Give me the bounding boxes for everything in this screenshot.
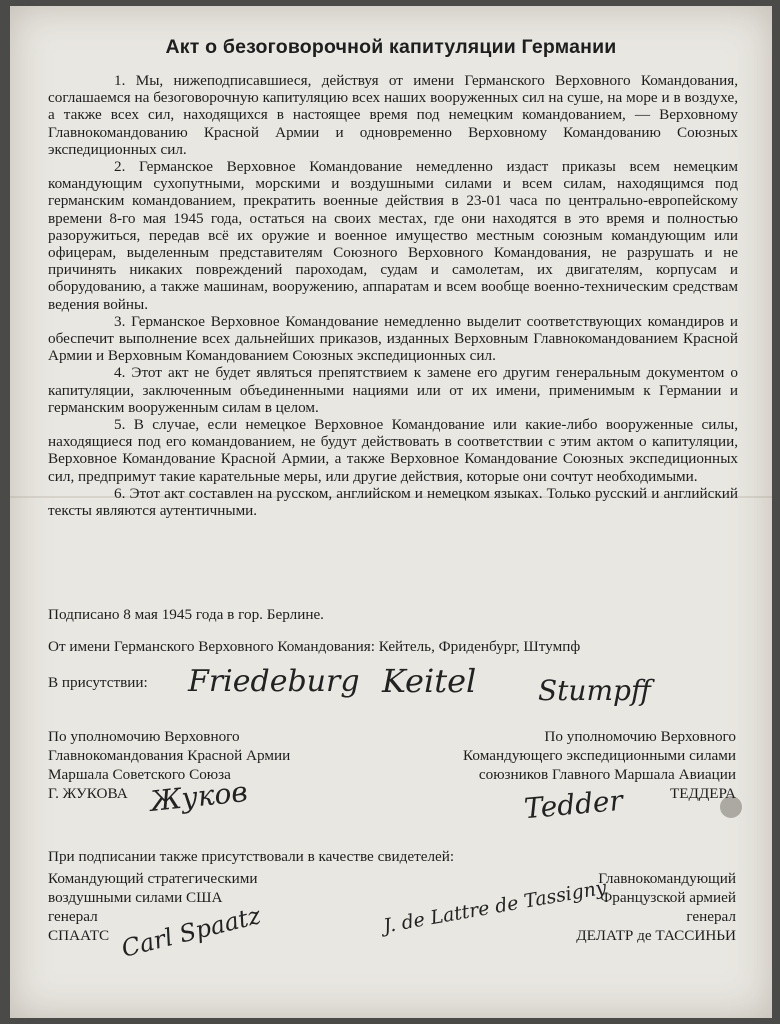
- signature-keitel: Keitel: [382, 662, 477, 700]
- signature-friedeburg: Friedeburg: [188, 664, 360, 699]
- soviet-line-4: Г. ЖУКОВА: [48, 785, 128, 802]
- signature-de-lattre: J. de Lattre de Tassigny: [381, 876, 609, 938]
- paragraph-2: 2. Германское Верховное Командование немедленно издаст приказы всем немецким командующим сухопутными, морскими и воздушными силами и всем силам, находящимся под германским командованием, прекратить военные действия в 23-01 часа по центрально-европейскому времени 8-го мая 1945 года, остаться на своих местах, где они находятся в это время и полностью разоружиться, передав всё их оружие и военное имущество местным союзным командующим или офицерам, выделенным представителям Союзного Верховного Командования, не разрушать и не причинять никаких повреждений пароходам, судам и самолетам, их двигателям, корпусам и оборудованию, а также машинам, вооружению, аппаратам и всем вообще военно-техническим средствам ведения войны.: [48, 158, 738, 313]
- witnesses-label: При подписании также присутствовали в качестве свидетелей:: [48, 848, 455, 865]
- allied-line-4: ТЕДДЕРА: [669, 785, 736, 802]
- signed-line: Подписано 8 мая 1945 года в гор. Берлине.: [48, 606, 324, 623]
- french-witness-line-3: генерал: [686, 908, 736, 925]
- signature-stumpff: Stumpff: [538, 674, 651, 707]
- french-witness-line-1: Главнокомандующий: [598, 870, 736, 887]
- paragraph-6: 6. Этот акт составлен на русском, английском и немецком языках. Только русский и английский тексты являются аутентичными.: [48, 484, 738, 520]
- us-witness-line-3: генерал: [48, 908, 98, 925]
- ink-stain: [720, 796, 742, 818]
- us-witness-line-4: СПААТС: [48, 927, 110, 944]
- paragraph-5: 5. В случае, если немецкое Верховное Командование или какие-либо вооруженные силы, находящиеся под его командованием, не будут действовать в соответствии с этим актом о капитуляции, Верховное Командование Красной Армии, а также Верховное Командование Союзных экспедиционных сил, предпримут такие карательные меры, или другие действия, которые они сочтут необходимыми.: [48, 416, 738, 485]
- german-side-line: От имени Германского Верховного Командования: Кейтель, Фриденбург, Штумпф: [48, 638, 581, 655]
- paragraph-4: 4. Этот акт не будет являться препятствием к замене его другим генеральным документом о капитуляции, заключенным объединенными нациями или от их имени, применимым к Германии и германским вооруженным силам в целом.: [48, 364, 738, 416]
- signature-tedder: Tedder: [522, 783, 625, 826]
- soviet-line-2: Главнокомандования Красной Армии: [48, 747, 291, 764]
- document-title: Акт о безоговорочной капитуляции Германии: [165, 36, 617, 58]
- presence-label: В присутствии:: [48, 674, 148, 691]
- us-witness-line-2: воздушными силами США: [48, 889, 223, 906]
- soviet-line-3: Маршала Советского Союза: [48, 766, 231, 783]
- document-sheet: [10, 6, 772, 1018]
- allied-line-3: союзников Главного Маршала Авиации: [478, 766, 736, 783]
- french-witness-line-4: ДЕЛАТР де ТАССИНЬИ: [576, 927, 736, 944]
- signature-zhukov: Жуков: [148, 774, 250, 819]
- paragraph-1: 1. Мы, нижеподписавшиеся, действуя от имени Германского Верховного Командования, соглашаемся на безоговорочную капитуляцию всех наших вооруженных сил на суше, на море и в воздухе, а также всех сил, находящихся в настоящее время под немецким командованием, — Верховному Главнокомандованию Красной Армии и одновременно Верховному Командованию Союзных экспедиционных сил.: [48, 72, 738, 158]
- allied-line-2: Командующего экспедиционными силами: [463, 747, 736, 764]
- us-witness-line-1: Командующий стратегическими: [48, 870, 258, 887]
- french-witness-line-2: Французской армией: [600, 889, 736, 906]
- paragraph-3: 3. Германское Верховное Командование немедленно выделит соответствующих командиров и обеспечит выполнение всех дальнейших приказов, изданных Верховным Главнокомандованием Красной Армии и Верховным Командованием Союзных экспедиционных сил.: [48, 312, 738, 365]
- signature-spaatz: Carl Spaatz: [118, 901, 264, 963]
- document-body: [48, 72, 738, 519]
- soviet-line-1: По уполномочию Верховного: [48, 728, 240, 745]
- allied-line-1: По уполномочию Верховного: [544, 728, 736, 745]
